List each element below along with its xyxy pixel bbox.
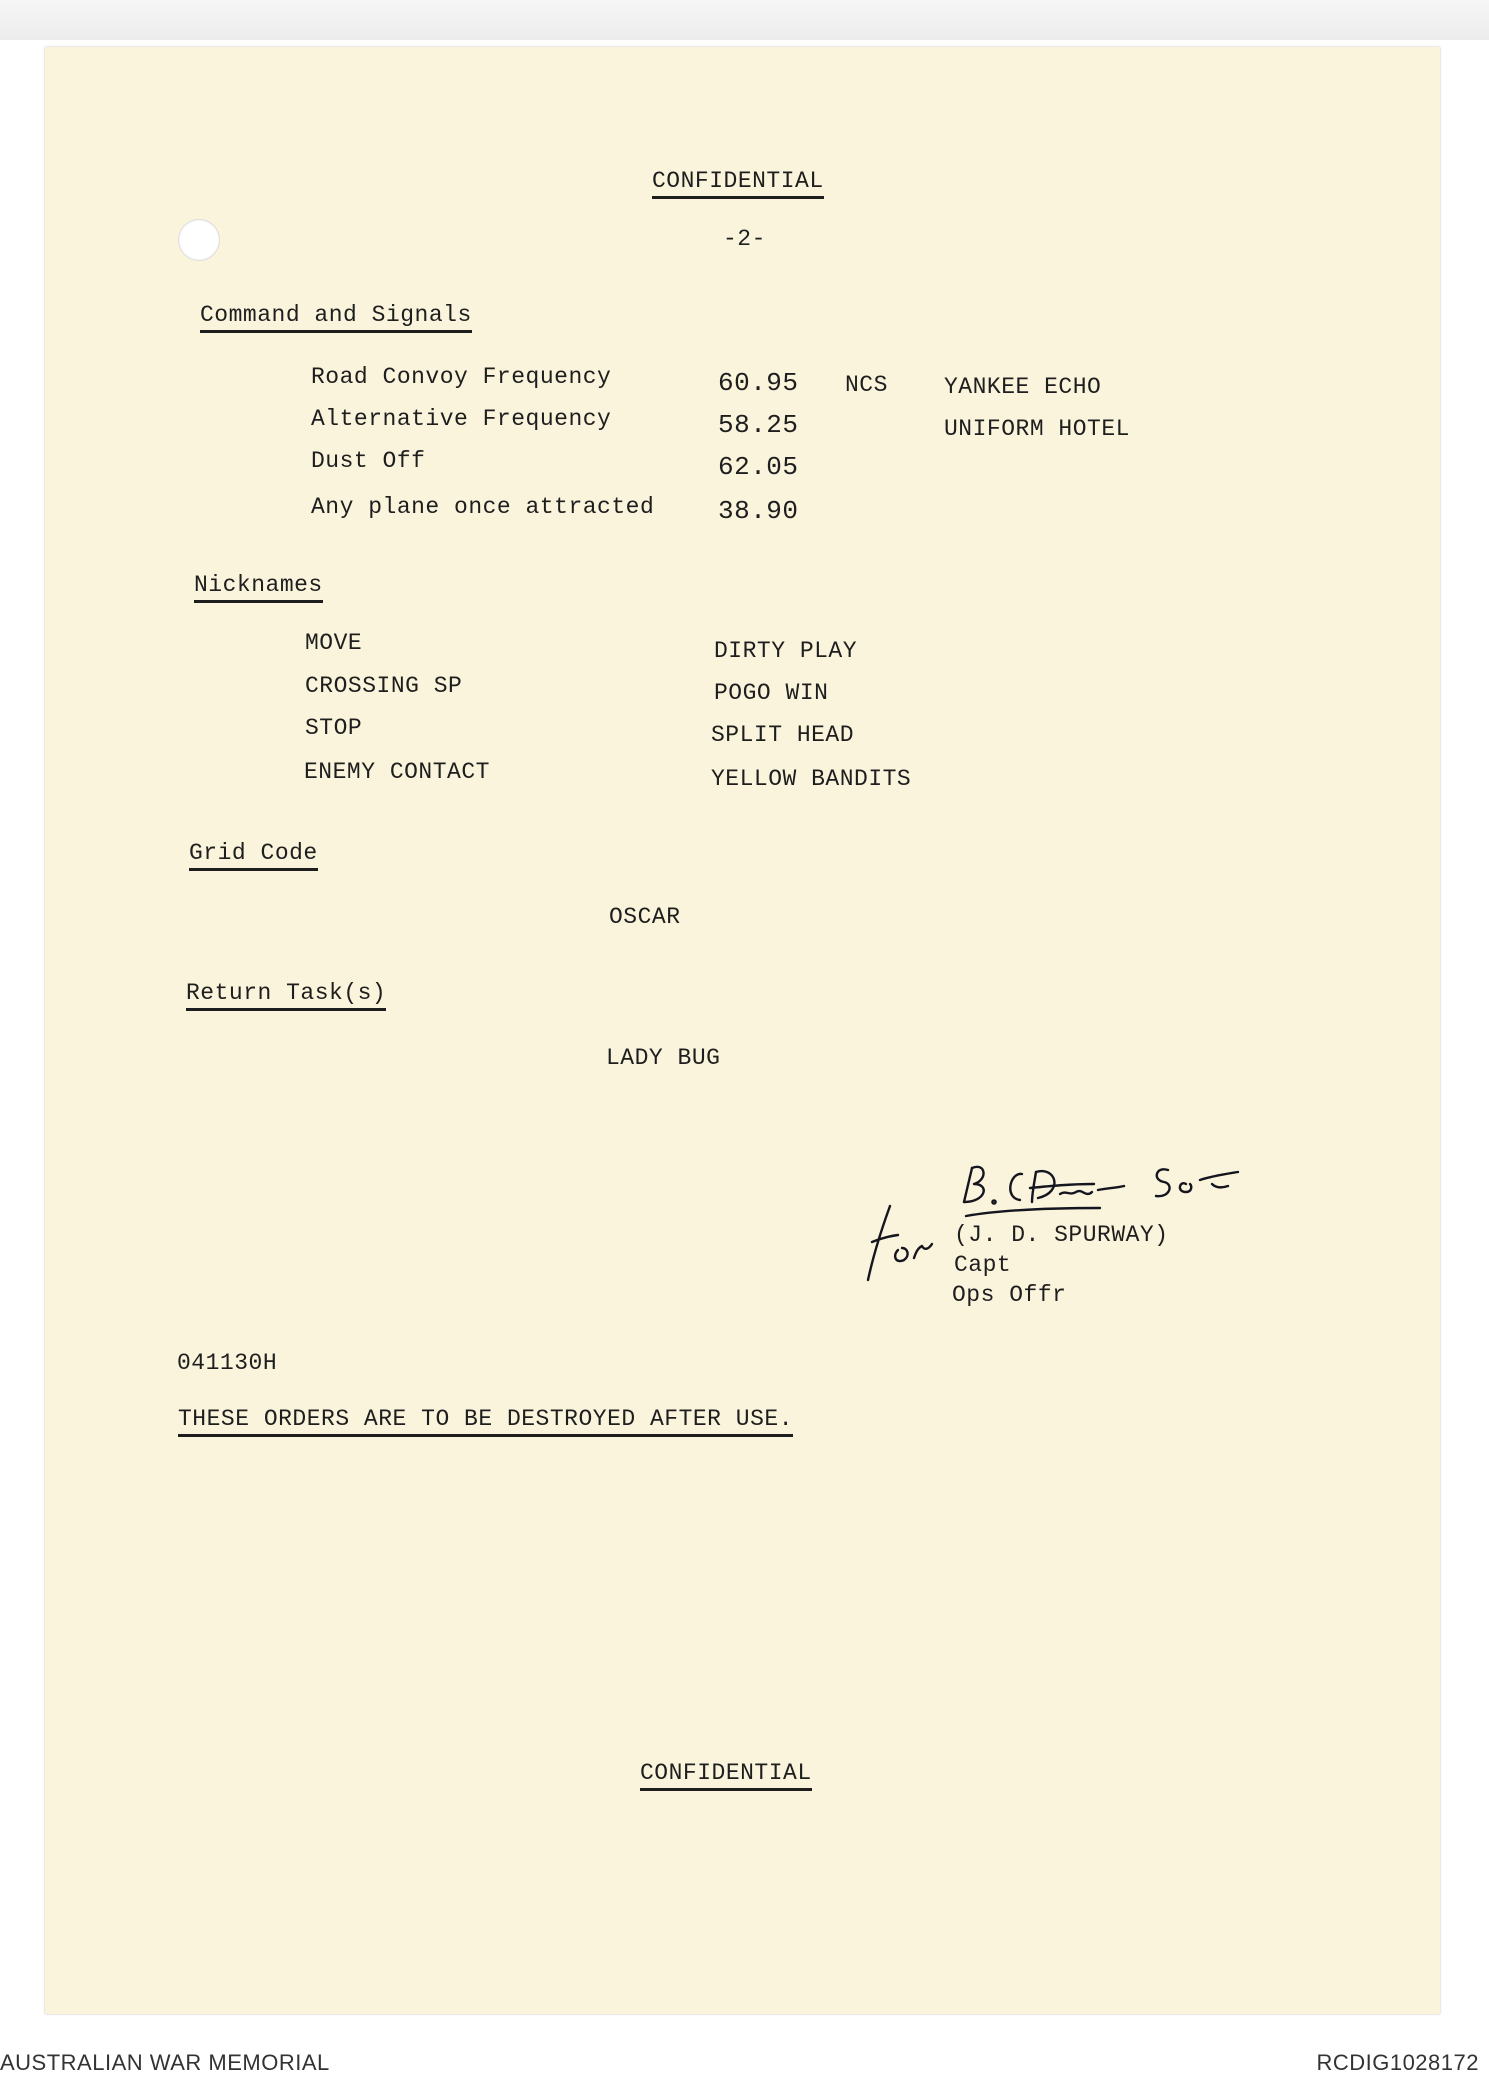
nickname-event: CROSSING SP <box>305 673 463 699</box>
section-heading-nicknames: Nicknames <box>194 572 323 603</box>
punch-hole <box>178 219 220 261</box>
frequency-label: Dust Off <box>311 448 426 474</box>
signatory-rank: Capt <box>954 1252 1012 1278</box>
ncs-marker: NCS <box>845 372 888 398</box>
nickname-event: MOVE <box>305 630 363 656</box>
frequency-value: 60.95 <box>718 368 799 398</box>
frequency-label: Any plane once attracted <box>311 494 655 520</box>
return-task-value: LADY BUG <box>606 1045 721 1071</box>
frequency-value: 62.05 <box>718 452 799 482</box>
section-heading-grid-code: Grid Code <box>189 840 318 871</box>
nickname-event: STOP <box>305 715 363 741</box>
record-id: RCDIG1028172 <box>1316 2050 1479 2075</box>
frequency-value: 38.90 <box>718 496 799 526</box>
nickname-value: SPLIT HEAD <box>711 722 855 748</box>
section-heading-return-tasks: Return Task(s) <box>186 980 386 1011</box>
signatory-appointment: Ops Offr <box>952 1282 1067 1308</box>
frequency-label: Road Convoy Frequency <box>311 364 612 390</box>
signatory-name: (J. D. SPURWAY) <box>954 1222 1169 1248</box>
nickname-event: ENEMY CONTACT <box>304 759 490 785</box>
page-number: -2- <box>723 226 766 252</box>
callsign: UNIFORM HOTEL <box>944 416 1130 442</box>
destroy-instruction: THESE ORDERS ARE TO BE DESTROYED AFTER USE. <box>178 1406 793 1437</box>
archive-credit: AUSTRALIAN WAR MEMORIAL <box>0 2050 330 2075</box>
grid-code-value: OSCAR <box>609 904 681 930</box>
classification-footer: CONFIDENTIAL <box>640 1760 812 1791</box>
nickname-value: YELLOW BANDITS <box>711 766 912 792</box>
handwritten-signature <box>850 1140 1250 1290</box>
frequency-value: 58.25 <box>718 410 799 440</box>
nickname-value: POGO WIN <box>714 680 829 706</box>
document-page <box>45 47 1440 2014</box>
scan-top-strip <box>0 0 1489 40</box>
frequency-label: Alternative Frequency <box>311 406 612 432</box>
callsign: YANKEE ECHO <box>944 374 1102 400</box>
nickname-value: DIRTY PLAY <box>714 638 858 664</box>
section-heading-command-signals: Command and Signals <box>200 302 472 333</box>
date-time-group: 041130H <box>177 1350 278 1376</box>
classification-header: CONFIDENTIAL <box>652 168 824 199</box>
